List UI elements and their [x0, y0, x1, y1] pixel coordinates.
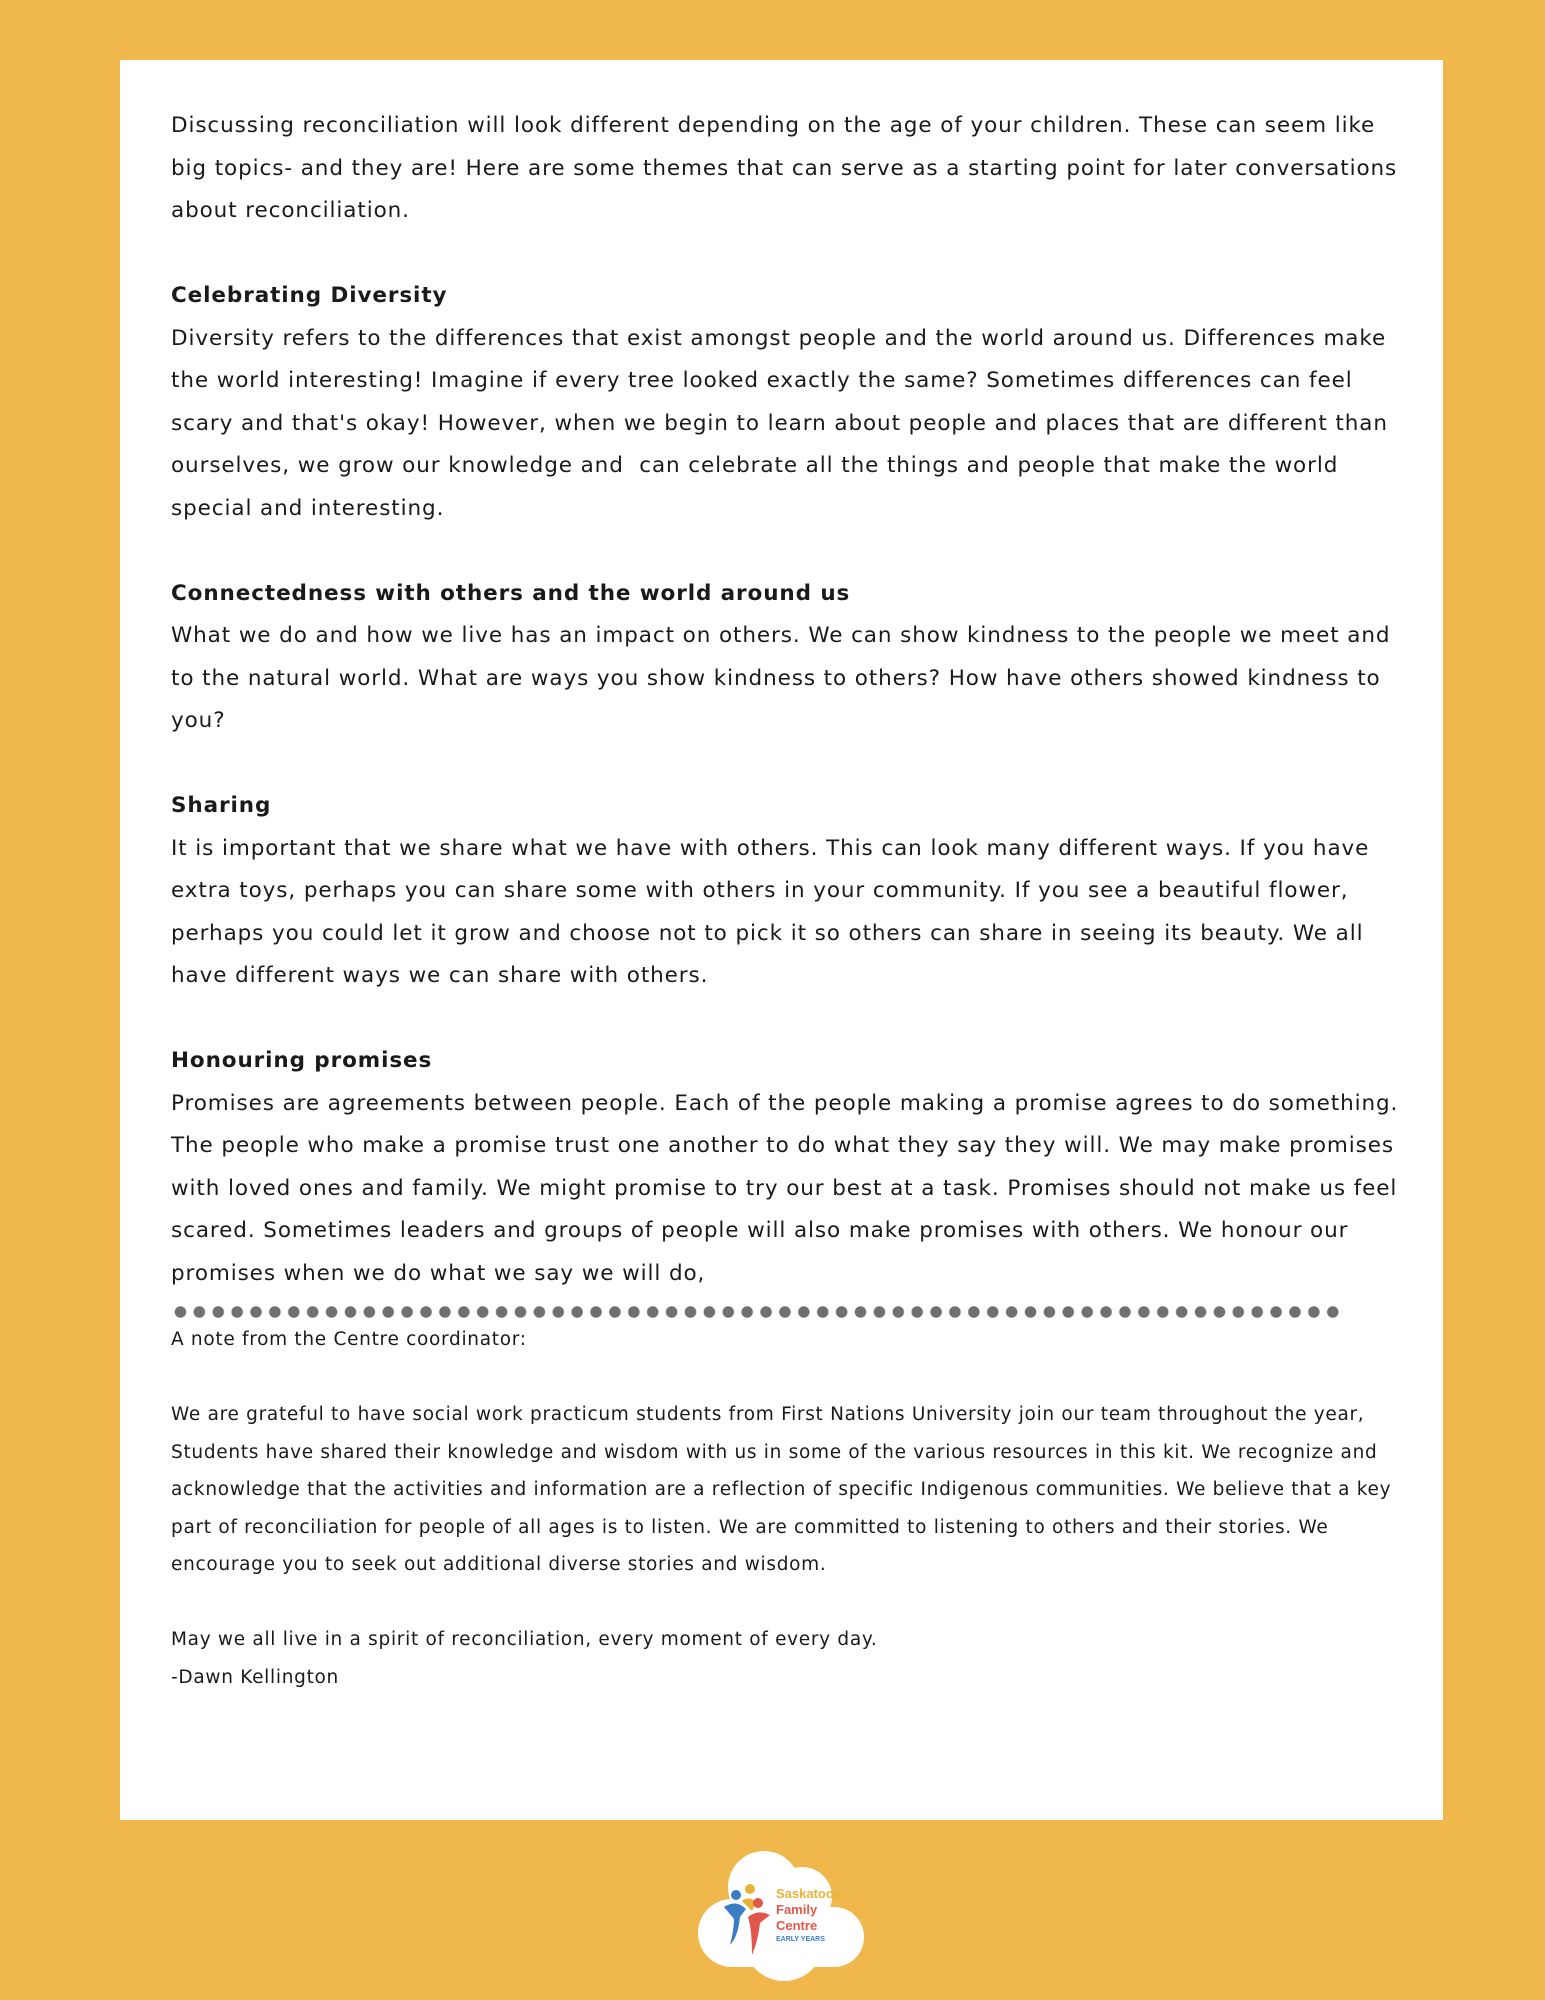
intro-paragraph: Discussing reconciliation will look different depending on the age of your children. These can seem like big topics- and they are! Here are some themes that can serve as a starting point for later conversations about reconciliation. [171, 113, 1398, 223]
content-column [171, 105, 1411, 1696]
section-body-connectedness: What we do and how we live has an impact on others. We can show kindness to the people we meet and to the natural world. What are ways you show kindness to others? How have others showed kindness to you? [171, 623, 1391, 733]
section-body-promises: Promises are agreements between people. Each of the people making a promise agrees to do something. The people who make a promise trust one another to do what they say they will. We may make promises with loved ones and family. We might promise to try our best at a task. Promises should not make us feel scared. Sometimes leaders and groups of people will also make promises with others. We honour our promises when we do what we say we will do, [171, 1090, 1399, 1286]
logo-line-4: EARLY YEARS [776, 1936, 825, 1943]
section-heading-connectedness: Connectedness with others and the world around us [171, 580, 851, 606]
note-closing: May we all live in a spirit of reconciliation, every moment of every day. [171, 1629, 878, 1650]
note-signature: -Dawn Kellington [171, 1666, 339, 1688]
section-heading-diversity: Celebrating Diversity [171, 283, 448, 308]
content-card [120, 60, 1443, 1820]
logo-line-3: Centre [776, 1918, 818, 1933]
section-body-diversity: Diversity refers to the differences that exist amongst people and the world around us. Differences make the world interesting! Imagine if every tree looked exactly the same? Sometimes differences can feel scary and that's okay! However, when we begin to learn about people and places that are different than ourselves, we grow our knowledge and can celebrate all the things and people that make the world special and interesting. [171, 325, 1396, 521]
logo-line-2: Family [776, 1902, 818, 1917]
section-heading-sharing: Sharing [171, 793, 272, 818]
dotted-divider [171, 1305, 1341, 1319]
note-title: A note from the Centre coordinator: [171, 1329, 527, 1350]
note-paragraph: We are grateful to have social work practicum students from First Nations University join our team throughout the year, Students have shared their knowledge and wisdom with us in some of the various resources in this kit. We recognize and acknowledge that the activities and information are a reflection of specific Indigenous communities. We believe that a key part of reconciliation for people of all ages is to listen. We are committed to listening to others and their stories. We encourage you to seek out additional diverse stories and wisdom. [171, 1404, 1392, 1575]
logo-line-1: Saskatoon [776, 1886, 842, 1901]
section-body-sharing: It is important that we share what we have with others. This can look many different ways. If you have extra toys, perhaps you can share some with others in your community. If you see a beautiful flower, perhaps you could let it grow and choose not to pick it so others can share in seeing its beauty. We all have different ways we can share with others. [171, 835, 1370, 988]
section-heading-promises: Honouring promises [171, 1048, 433, 1073]
saskatoon-family-centre-logo [694, 1845, 874, 1985]
